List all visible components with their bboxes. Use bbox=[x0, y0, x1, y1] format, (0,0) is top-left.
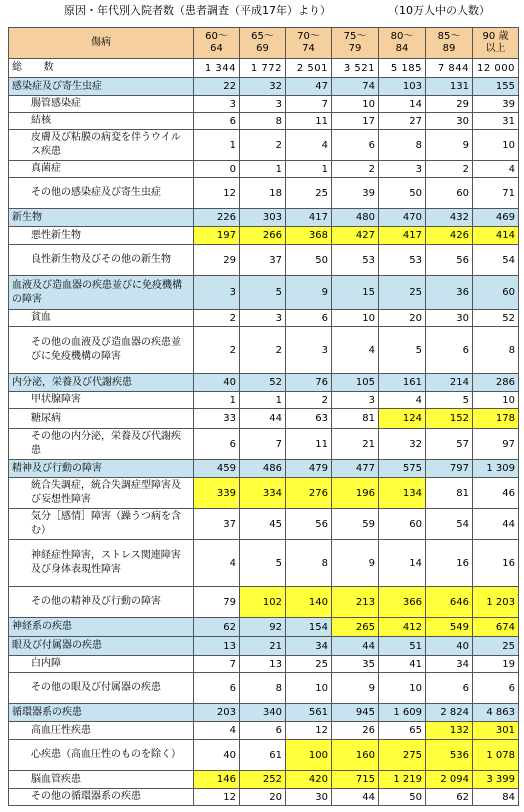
value-cell: 26 bbox=[332, 722, 379, 740]
value-cell: 1 219 bbox=[379, 771, 426, 789]
disease-label: 糖尿病 bbox=[9, 409, 194, 429]
total-label: 総 数 bbox=[9, 59, 194, 78]
value-cell: 33 bbox=[194, 409, 240, 429]
value-cell: 3 399 bbox=[473, 771, 519, 789]
total-value: 12 000 bbox=[473, 59, 519, 78]
value-cell: 9 bbox=[332, 673, 379, 704]
page-title bbox=[0, 0, 524, 22]
value-cell: 6 bbox=[426, 327, 473, 374]
value-cell: 214 bbox=[426, 374, 473, 392]
value-cell: 34 bbox=[426, 656, 473, 673]
value-cell: 178 bbox=[473, 409, 519, 429]
unit-note: （10万人中の人数） bbox=[388, 4, 490, 17]
table-row bbox=[9, 392, 519, 409]
category-label: 眼及び付属器の疾患 bbox=[9, 637, 194, 656]
value-cell: 10 bbox=[379, 673, 426, 704]
table-row bbox=[9, 178, 519, 209]
value-cell: 56 bbox=[426, 245, 473, 276]
disease-label: 高血圧性疾患 bbox=[9, 722, 194, 740]
disease-label: その他の眼及び付属器の疾患 bbox=[9, 673, 194, 704]
value-cell: 8 bbox=[473, 327, 519, 374]
disease-label: 気分［感情］障害（躁うつ病を含む） bbox=[9, 509, 194, 540]
value-cell: 715 bbox=[332, 771, 379, 789]
value-cell: 100 bbox=[286, 740, 332, 771]
category-label: 感染症及び寄生虫症 bbox=[9, 78, 194, 96]
value-cell: 41 bbox=[379, 656, 426, 673]
value-cell: 50 bbox=[286, 245, 332, 276]
value-cell: 561 bbox=[286, 704, 332, 722]
value-cell: 27 bbox=[379, 113, 426, 130]
value-cell: 6 bbox=[286, 310, 332, 327]
category-label: 血液及び造血器の疾患並びに免疫機構の障害 bbox=[9, 276, 194, 310]
value-cell: 50 bbox=[379, 789, 426, 806]
value-cell: 486 bbox=[240, 460, 286, 478]
value-cell: 92 bbox=[240, 618, 286, 637]
table-row bbox=[9, 327, 519, 374]
value-cell: 84 bbox=[473, 789, 519, 806]
value-cell: 53 bbox=[332, 245, 379, 276]
value-cell: 6 bbox=[194, 429, 240, 460]
value-cell: 432 bbox=[426, 209, 473, 227]
value-cell: 15 bbox=[332, 276, 379, 310]
table-title: 原因・年代別入院者数（患者調査（平成17年）より） bbox=[64, 4, 331, 17]
col-header-age: 80～ 84 bbox=[379, 28, 426, 59]
value-cell: 1 203 bbox=[473, 587, 519, 618]
disease-label: 真菌症 bbox=[9, 161, 194, 178]
value-cell: 197 bbox=[194, 227, 240, 245]
value-cell: 366 bbox=[379, 587, 426, 618]
value-cell: 6 bbox=[332, 130, 379, 161]
value-cell: 479 bbox=[286, 460, 332, 478]
value-cell: 11 bbox=[286, 113, 332, 130]
table-row bbox=[9, 96, 519, 113]
value-cell: 797 bbox=[426, 460, 473, 478]
value-cell: 536 bbox=[426, 740, 473, 771]
value-cell: 81 bbox=[426, 478, 473, 509]
value-cell: 420 bbox=[286, 771, 332, 789]
value-cell: 3 bbox=[240, 96, 286, 113]
value-cell: 39 bbox=[332, 178, 379, 209]
disease-label: 悪性新生物 bbox=[9, 227, 194, 245]
value-cell: 8 bbox=[379, 130, 426, 161]
table-row bbox=[9, 673, 519, 704]
value-cell: 2 bbox=[426, 161, 473, 178]
value-cell: 1 bbox=[194, 392, 240, 409]
value-cell: 226 bbox=[194, 209, 240, 227]
value-cell: 2 094 bbox=[426, 771, 473, 789]
value-cell: 7 bbox=[194, 656, 240, 673]
value-cell: 71 bbox=[473, 178, 519, 209]
value-cell: 105 bbox=[332, 374, 379, 392]
disease-label: 神経症性障害，ストレス関連障害及び身体表現性障害 bbox=[9, 540, 194, 587]
value-cell: 19 bbox=[473, 656, 519, 673]
value-cell: 426 bbox=[426, 227, 473, 245]
value-cell: 36 bbox=[426, 276, 473, 310]
value-cell: 8 bbox=[240, 673, 286, 704]
value-cell: 102 bbox=[240, 587, 286, 618]
value-cell: 10 bbox=[332, 96, 379, 113]
value-cell: 11 bbox=[286, 429, 332, 460]
total-value: 1 344 bbox=[194, 59, 240, 78]
table-row bbox=[9, 113, 519, 130]
value-cell: 2 bbox=[286, 392, 332, 409]
col-header-age: 90 歳 以上 bbox=[473, 28, 519, 59]
table-row bbox=[9, 130, 519, 161]
table-row bbox=[9, 656, 519, 673]
value-cell: 155 bbox=[473, 78, 519, 96]
table-row bbox=[9, 227, 519, 245]
value-cell: 286 bbox=[473, 374, 519, 392]
disease-label: その他の循環器系の疾患 bbox=[9, 789, 194, 806]
value-cell: 3 bbox=[332, 392, 379, 409]
value-cell: 54 bbox=[426, 509, 473, 540]
value-cell: 60 bbox=[426, 178, 473, 209]
value-cell: 1 078 bbox=[473, 740, 519, 771]
category-row bbox=[9, 276, 519, 310]
value-cell: 4 bbox=[194, 540, 240, 587]
value-cell: 477 bbox=[332, 460, 379, 478]
value-cell: 4 bbox=[473, 161, 519, 178]
value-cell: 3 bbox=[194, 276, 240, 310]
data-table bbox=[8, 27, 519, 806]
value-cell: 412 bbox=[379, 618, 426, 637]
category-label: 神経系の疾患 bbox=[9, 618, 194, 637]
col-header-age: 85～ 89 bbox=[426, 28, 473, 59]
value-cell: 30 bbox=[286, 789, 332, 806]
value-cell: 131 bbox=[426, 78, 473, 96]
value-cell: 79 bbox=[194, 587, 240, 618]
value-cell: 60 bbox=[379, 509, 426, 540]
table-row bbox=[9, 771, 519, 789]
value-cell: 32 bbox=[379, 429, 426, 460]
table-row bbox=[9, 722, 519, 740]
value-cell: 945 bbox=[332, 704, 379, 722]
value-cell: 7 bbox=[240, 429, 286, 460]
value-cell: 3 bbox=[194, 96, 240, 113]
value-cell: 146 bbox=[194, 771, 240, 789]
value-cell: 276 bbox=[286, 478, 332, 509]
value-cell: 6 bbox=[426, 673, 473, 704]
value-cell: 1 bbox=[286, 161, 332, 178]
value-cell: 6 bbox=[240, 722, 286, 740]
value-cell: 5 bbox=[240, 540, 286, 587]
value-cell: 53 bbox=[379, 245, 426, 276]
value-cell: 14 bbox=[379, 540, 426, 587]
value-cell: 252 bbox=[240, 771, 286, 789]
value-cell: 20 bbox=[379, 310, 426, 327]
value-cell: 334 bbox=[240, 478, 286, 509]
value-cell: 35 bbox=[332, 656, 379, 673]
category-label: 循環器系の疾患 bbox=[9, 704, 194, 722]
value-cell: 646 bbox=[426, 587, 473, 618]
disease-label: 統合失調症，統合失調症型障害及び妄想性障害 bbox=[9, 478, 194, 509]
value-cell: 154 bbox=[286, 618, 332, 637]
value-cell: 103 bbox=[379, 78, 426, 96]
total-value: 1 772 bbox=[240, 59, 286, 78]
header-row bbox=[9, 28, 519, 59]
value-cell: 29 bbox=[194, 245, 240, 276]
value-cell: 3 bbox=[379, 161, 426, 178]
table-row bbox=[9, 161, 519, 178]
value-cell: 575 bbox=[379, 460, 426, 478]
value-cell: 301 bbox=[473, 722, 519, 740]
value-cell: 97 bbox=[473, 429, 519, 460]
value-cell: 61 bbox=[240, 740, 286, 771]
category-label: 新生物 bbox=[9, 209, 194, 227]
disease-label: 甲状腺障害 bbox=[9, 392, 194, 409]
value-cell: 674 bbox=[473, 618, 519, 637]
table-row bbox=[9, 789, 519, 806]
value-cell: 6 bbox=[473, 673, 519, 704]
total-value: 2 501 bbox=[286, 59, 332, 78]
value-cell: 46 bbox=[473, 478, 519, 509]
total-value: 7 844 bbox=[426, 59, 473, 78]
value-cell: 339 bbox=[194, 478, 240, 509]
value-cell: 1 bbox=[240, 392, 286, 409]
value-cell: 470 bbox=[379, 209, 426, 227]
value-cell: 4 bbox=[379, 392, 426, 409]
value-cell: 265 bbox=[332, 618, 379, 637]
value-cell: 9 bbox=[426, 130, 473, 161]
value-cell: 1 bbox=[194, 130, 240, 161]
col-header-disease: 傷病 bbox=[9, 28, 194, 59]
value-cell: 1 609 bbox=[379, 704, 426, 722]
value-cell: 12 bbox=[286, 722, 332, 740]
category-row bbox=[9, 637, 519, 656]
value-cell: 196 bbox=[332, 478, 379, 509]
value-cell: 39 bbox=[473, 96, 519, 113]
value-cell: 4 bbox=[332, 327, 379, 374]
value-cell: 40 bbox=[426, 637, 473, 656]
value-cell: 40 bbox=[194, 374, 240, 392]
value-cell: 34 bbox=[286, 637, 332, 656]
value-cell: 8 bbox=[286, 540, 332, 587]
value-cell: 31 bbox=[473, 113, 519, 130]
table-row bbox=[9, 540, 519, 587]
col-header-age: 60～ 64 bbox=[194, 28, 240, 59]
value-cell: 8 bbox=[240, 113, 286, 130]
value-cell: 52 bbox=[473, 310, 519, 327]
value-cell: 7 bbox=[286, 96, 332, 113]
value-cell: 50 bbox=[379, 178, 426, 209]
value-cell: 9 bbox=[286, 276, 332, 310]
value-cell: 12 bbox=[194, 789, 240, 806]
value-cell: 16 bbox=[473, 540, 519, 587]
value-cell: 9 bbox=[332, 540, 379, 587]
value-cell: 25 bbox=[286, 656, 332, 673]
total-value: 5 185 bbox=[379, 59, 426, 78]
col-header-age: 65～ 69 bbox=[240, 28, 286, 59]
value-cell: 57 bbox=[426, 429, 473, 460]
category-row bbox=[9, 374, 519, 392]
value-cell: 417 bbox=[286, 209, 332, 227]
value-cell: 52 bbox=[240, 374, 286, 392]
value-cell: 25 bbox=[286, 178, 332, 209]
value-cell: 25 bbox=[473, 637, 519, 656]
total-value: 3 521 bbox=[332, 59, 379, 78]
value-cell: 10 bbox=[332, 310, 379, 327]
value-cell: 56 bbox=[286, 509, 332, 540]
value-cell: 4 863 bbox=[473, 704, 519, 722]
disease-label: その他の内分泌，栄養及び代謝疾患 bbox=[9, 429, 194, 460]
value-cell: 2 824 bbox=[426, 704, 473, 722]
value-cell: 25 bbox=[379, 276, 426, 310]
value-cell: 20 bbox=[240, 789, 286, 806]
table-row bbox=[9, 509, 519, 540]
value-cell: 65 bbox=[379, 722, 426, 740]
value-cell: 3 bbox=[240, 310, 286, 327]
value-cell: 368 bbox=[286, 227, 332, 245]
value-cell: 2 bbox=[194, 327, 240, 374]
value-cell: 10 bbox=[473, 392, 519, 409]
value-cell: 60 bbox=[473, 276, 519, 310]
value-cell: 18 bbox=[240, 178, 286, 209]
value-cell: 140 bbox=[286, 587, 332, 618]
value-cell: 54 bbox=[473, 245, 519, 276]
value-cell: 40 bbox=[194, 740, 240, 771]
value-cell: 1 bbox=[240, 161, 286, 178]
value-cell: 160 bbox=[332, 740, 379, 771]
value-cell: 3 bbox=[286, 327, 332, 374]
value-cell: 427 bbox=[332, 227, 379, 245]
table-row bbox=[9, 478, 519, 509]
value-cell: 6 bbox=[194, 673, 240, 704]
value-cell: 4 bbox=[286, 130, 332, 161]
value-cell: 124 bbox=[379, 409, 426, 429]
value-cell: 13 bbox=[194, 637, 240, 656]
value-cell: 10 bbox=[286, 673, 332, 704]
value-cell: 44 bbox=[473, 509, 519, 540]
disease-label: 貧血 bbox=[9, 310, 194, 327]
disease-label: 結核 bbox=[9, 113, 194, 130]
col-header-age: 70～ 74 bbox=[286, 28, 332, 59]
value-cell: 62 bbox=[426, 789, 473, 806]
value-cell: 21 bbox=[332, 429, 379, 460]
total-row bbox=[9, 59, 519, 78]
value-cell: 62 bbox=[194, 618, 240, 637]
disease-label: 白内障 bbox=[9, 656, 194, 673]
value-cell: 30 bbox=[426, 310, 473, 327]
table-row bbox=[9, 740, 519, 771]
disease-label: その他の精神及び行動の障害 bbox=[9, 587, 194, 618]
category-row bbox=[9, 704, 519, 722]
value-cell: 459 bbox=[194, 460, 240, 478]
value-cell: 303 bbox=[240, 209, 286, 227]
disease-label: その他の血液及び造血器の疾患並びに免疫機構の障害 bbox=[9, 327, 194, 374]
value-cell: 134 bbox=[379, 478, 426, 509]
table-row bbox=[9, 587, 519, 618]
value-cell: 30 bbox=[426, 113, 473, 130]
table-row bbox=[9, 409, 519, 429]
value-cell: 266 bbox=[240, 227, 286, 245]
value-cell: 74 bbox=[332, 78, 379, 96]
category-row bbox=[9, 618, 519, 637]
disease-label: 心疾患（高血圧性のものを除く） bbox=[9, 740, 194, 771]
value-cell: 152 bbox=[426, 409, 473, 429]
value-cell: 76 bbox=[286, 374, 332, 392]
col-header-age: 75～ 79 bbox=[332, 28, 379, 59]
value-cell: 161 bbox=[379, 374, 426, 392]
value-cell: 549 bbox=[426, 618, 473, 637]
value-cell: 47 bbox=[286, 78, 332, 96]
value-cell: 13 bbox=[240, 656, 286, 673]
disease-label: その他の感染症及び寄生虫症 bbox=[9, 178, 194, 209]
value-cell: 10 bbox=[473, 130, 519, 161]
value-cell: 81 bbox=[332, 409, 379, 429]
value-cell: 12 bbox=[194, 178, 240, 209]
category-row bbox=[9, 209, 519, 227]
table-row bbox=[9, 245, 519, 276]
value-cell: 17 bbox=[332, 113, 379, 130]
value-cell: 2 bbox=[240, 130, 286, 161]
category-row bbox=[9, 78, 519, 96]
value-cell: 340 bbox=[240, 704, 286, 722]
value-cell: 4 bbox=[194, 722, 240, 740]
value-cell: 44 bbox=[332, 789, 379, 806]
value-cell: 32 bbox=[240, 78, 286, 96]
value-cell: 44 bbox=[240, 409, 286, 429]
value-cell: 16 bbox=[426, 540, 473, 587]
table-row bbox=[9, 429, 519, 460]
value-cell: 37 bbox=[240, 245, 286, 276]
value-cell: 29 bbox=[426, 96, 473, 113]
value-cell: 213 bbox=[332, 587, 379, 618]
category-label: 内分泌，栄養及び代謝疾患 bbox=[9, 374, 194, 392]
value-cell: 469 bbox=[473, 209, 519, 227]
value-cell: 417 bbox=[379, 227, 426, 245]
value-cell: 63 bbox=[286, 409, 332, 429]
value-cell: 203 bbox=[194, 704, 240, 722]
disease-label: 脳血管疾患 bbox=[9, 771, 194, 789]
value-cell: 2 bbox=[332, 161, 379, 178]
value-cell: 59 bbox=[332, 509, 379, 540]
disease-label: 皮膚及び粘膜の病変を伴うウイルス疾患 bbox=[9, 130, 194, 161]
disease-label: 良性新生物及びその他の新生物 bbox=[9, 245, 194, 276]
table-row bbox=[9, 310, 519, 327]
disease-label: 腸管感染症 bbox=[9, 96, 194, 113]
value-cell: 414 bbox=[473, 227, 519, 245]
value-cell: 480 bbox=[332, 209, 379, 227]
value-cell: 0 bbox=[194, 161, 240, 178]
value-cell: 5 bbox=[240, 276, 286, 310]
value-cell: 51 bbox=[379, 637, 426, 656]
value-cell: 37 bbox=[194, 509, 240, 540]
value-cell: 2 bbox=[194, 310, 240, 327]
value-cell: 275 bbox=[379, 740, 426, 771]
category-row bbox=[9, 460, 519, 478]
value-cell: 44 bbox=[332, 637, 379, 656]
value-cell: 22 bbox=[194, 78, 240, 96]
value-cell: 14 bbox=[379, 96, 426, 113]
value-cell: 132 bbox=[426, 722, 473, 740]
value-cell: 5 bbox=[379, 327, 426, 374]
category-label: 精神及び行動の障害 bbox=[9, 460, 194, 478]
value-cell: 6 bbox=[194, 113, 240, 130]
value-cell: 21 bbox=[240, 637, 286, 656]
value-cell: 5 bbox=[426, 392, 473, 409]
value-cell: 1 309 bbox=[473, 460, 519, 478]
value-cell: 45 bbox=[240, 509, 286, 540]
value-cell: 2 bbox=[240, 327, 286, 374]
